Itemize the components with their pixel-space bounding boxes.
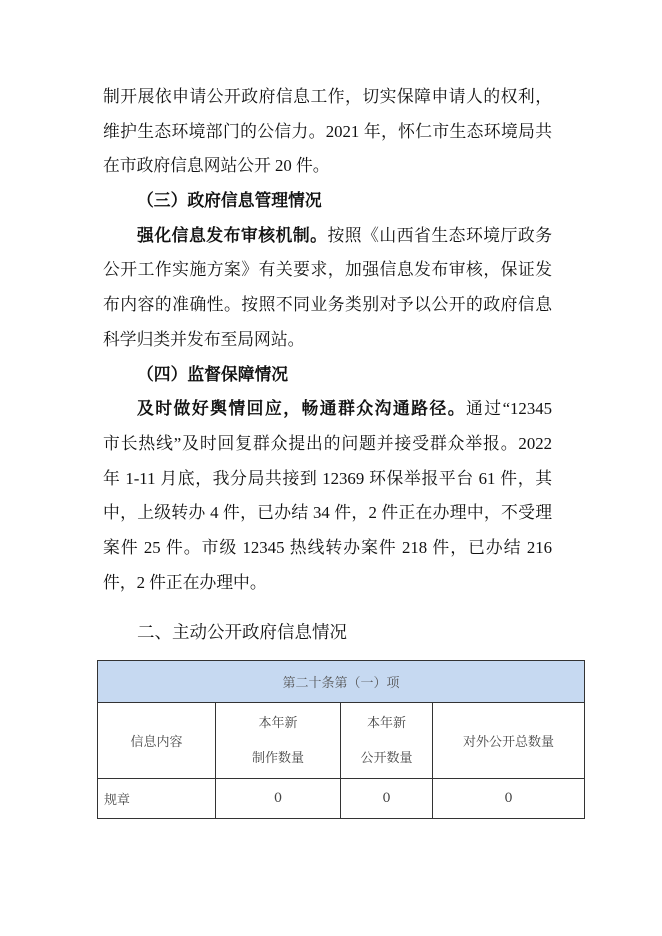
header-total: 对外公开总数量	[433, 703, 585, 779]
section-heading: 二、主动公开政府信息情况	[137, 623, 347, 643]
table-row	[98, 779, 585, 819]
table-header-row	[98, 703, 585, 779]
paragraph-line: 维护生态环境部门的公信力。2021 年，怀仁市生态环境局共	[103, 121, 552, 141]
paragraph-line: 件，2 件正在办理中。	[103, 572, 267, 592]
paragraph-line: 制开展依申请公开政府信息工作，切实保障申请人的权利，	[103, 87, 552, 106]
cell-new-made: 0	[216, 779, 341, 819]
table-title-row	[98, 661, 585, 703]
document-body	[103, 80, 552, 600]
header-new-made-line1: 本年新	[258, 715, 298, 731]
header-new-made-line2: 制作数量	[251, 750, 304, 766]
paragraph-text: 通过“12345	[466, 399, 552, 419]
paragraph-line: 年 1-11 月底，我分局共接到 12369 环保举报平台 61 件，其	[103, 468, 552, 488]
subheading-4: （四）监督保障情况	[137, 364, 289, 384]
header-new-public-line2: 公开数量	[360, 750, 413, 766]
header-content: 信息内容	[98, 703, 216, 779]
paragraph-line	[103, 219, 552, 254]
subheading-3: （三）政府信息管理情况	[137, 191, 322, 211]
paragraph-line: 布内容的准确性。按照不同业务类别对予以公开的政府信息	[103, 295, 552, 315]
cell-total: 0	[433, 779, 585, 819]
paragraph-line	[103, 392, 552, 427]
header-new-public-line1: 本年新	[366, 715, 406, 731]
cell-content: 规章	[98, 779, 216, 819]
info-table	[97, 660, 585, 819]
paragraph-line: 公开工作实施方案》有关要求，加强信息发布审核，保证发	[103, 260, 552, 280]
paragraph-lead: 及时做好舆情回应，畅通群众沟通路径。	[137, 399, 467, 419]
header-new-made	[216, 703, 341, 779]
paragraph-lead: 强化信息发布审核机制。	[137, 225, 328, 245]
paragraph-line: 市长热线”及时回复群众提出的问题并接受群众举报。2022	[103, 433, 552, 453]
paragraph-line: 中，上级转办 4 件，已办结 34 件，2 件正在办理中，不受理	[103, 503, 552, 523]
paragraph-text: 按照《山西省生态环境厅政务	[327, 225, 552, 245]
paragraph-line: 科学归类并发布至局网站。	[103, 329, 305, 349]
header-new-public	[341, 703, 433, 779]
table-title: 第二十条第（一）项	[98, 661, 585, 703]
cell-new-public: 0	[341, 779, 433, 819]
paragraph-line: 在市政府信息网站公开 20 件。	[103, 156, 330, 176]
paragraph-line: 案件 25 件。市级 12345 热线转办案件 218 件，已办结 216	[103, 537, 552, 557]
